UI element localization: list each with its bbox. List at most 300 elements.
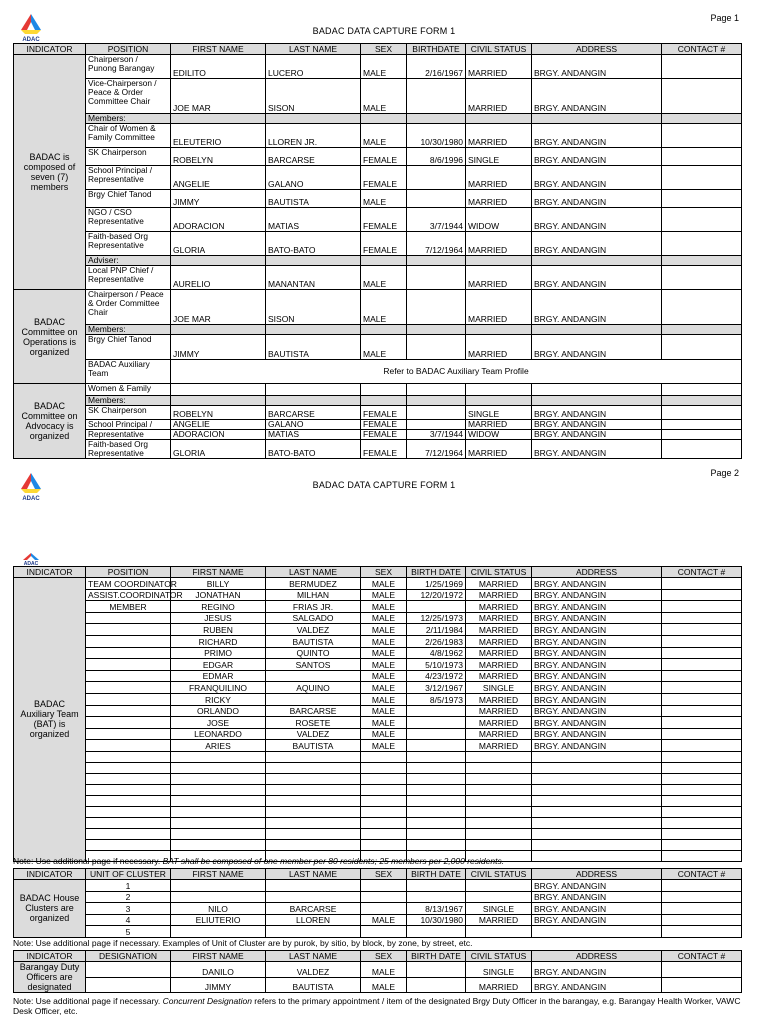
empty-cell [86, 795, 171, 806]
civil-cell: SINGLE [466, 406, 532, 420]
last-cell: BATO-BATO [266, 440, 361, 459]
position-cell [86, 717, 171, 729]
addr-cell: BRGY. ANDANGIN [532, 670, 662, 682]
sex-cell: MALE [361, 717, 407, 729]
badac-composition-table [13, 43, 742, 459]
column-header: LAST NAME [266, 44, 361, 55]
column-header: LAST NAME [266, 567, 361, 578]
empty-cell [662, 751, 742, 762]
position-cell [86, 705, 171, 717]
first-cell: GLORIA [171, 232, 266, 256]
empty-cell [266, 762, 361, 773]
contact-cell [662, 659, 742, 671]
civil-cell: MARRIED [466, 705, 532, 717]
indicator-cell: BADAC House Clusters are organized [14, 880, 86, 938]
contact-cell [662, 335, 742, 360]
table-row [14, 717, 742, 729]
empty-cell [407, 784, 466, 795]
duty-officers-table [13, 950, 742, 993]
empty-cell [86, 828, 171, 839]
first-cell: EDILITO [171, 55, 266, 79]
civil-cell: WIDOW [466, 430, 532, 440]
last-cell: SISON [266, 290, 361, 325]
first-cell: JOE MAR [171, 290, 266, 325]
sex-cell [361, 880, 407, 892]
addr-cell: BRGY. ANDANGIN [532, 612, 662, 624]
civil-cell: MARRIED [466, 124, 532, 148]
position-cell: SK Chairperson [86, 406, 171, 420]
empty-cell [466, 762, 532, 773]
table-row [14, 926, 742, 938]
bdate-cell [407, 705, 466, 717]
civil-cell: MARRIED [466, 647, 532, 659]
addr-cell: BRGY. ANDANGIN [532, 124, 662, 148]
contact-cell [662, 670, 742, 682]
bdate-cell [407, 880, 466, 892]
first-cell: ROBELYN [171, 148, 266, 166]
contact-cell [662, 578, 742, 590]
last-cell: BARCARSE [266, 148, 361, 166]
sex-cell: FEMALE [361, 430, 407, 440]
duty-note-text-2: refers to the primary appointment / item of the designated Brgy Duty Officer in the barangay, e.g. Barangay Health Worker, VAWC Desk Officer, etc. [13, 996, 741, 1016]
last-cell: SALGADO [266, 612, 361, 624]
last-cell: SISON [266, 79, 361, 114]
subheader-filler [266, 256, 361, 266]
empty-cell [532, 795, 662, 806]
empty-cell [266, 784, 361, 795]
last-cell: SANTOS [266, 659, 361, 671]
first-cell: RUBEN [171, 624, 266, 636]
empty-cell [532, 828, 662, 839]
table-row [14, 880, 742, 892]
contact-cell [662, 977, 742, 993]
first-cell: ADORACION [171, 208, 266, 232]
subheader-filler [532, 114, 662, 124]
bdate-cell [407, 166, 466, 190]
last-cell: BARCARSE [266, 406, 361, 420]
subheader-filler [532, 396, 662, 406]
table-row [14, 266, 742, 290]
table-row [14, 166, 742, 190]
table-row [14, 914, 742, 926]
last-cell [266, 670, 361, 682]
empty-cell [407, 762, 466, 773]
column-header: CIVIL STATUS [466, 951, 532, 962]
contact-cell [662, 914, 742, 926]
contact-cell [662, 601, 742, 613]
empty-cell [532, 839, 662, 850]
position-cell [86, 682, 171, 694]
civil-cell: MARRIED [466, 612, 532, 624]
column-header: SEX [361, 567, 407, 578]
table-row [14, 740, 742, 752]
empty-cell [171, 817, 266, 828]
addr-cell: BRGY. ANDANGIN [532, 335, 662, 360]
bdate-cell: 12/20/1972 [407, 589, 466, 601]
contact-cell [662, 124, 742, 148]
empty-cell [266, 828, 361, 839]
empty-cell [361, 828, 407, 839]
bdate-cell [407, 728, 466, 740]
bdate-cell [407, 891, 466, 903]
contact-cell [662, 693, 742, 705]
contact-cell [662, 962, 742, 978]
last-cell: BARCARSE [266, 705, 361, 717]
last-cell: AQUINO [266, 682, 361, 694]
contact-cell [662, 430, 742, 440]
addr-cell: BRGY. ANDANGIN [532, 635, 662, 647]
contact-cell [662, 208, 742, 232]
civil-cell: MARRIED [466, 624, 532, 636]
subheader-filler [662, 396, 742, 406]
first-cell: FRANQUILINO [171, 682, 266, 694]
empty-row [14, 751, 742, 762]
sex-cell: FEMALE [361, 420, 407, 430]
column-header: CIVIL STATUS [466, 44, 532, 55]
contact-cell [662, 891, 742, 903]
empty-cell [171, 795, 266, 806]
column-header: INDICATOR [14, 869, 86, 880]
empty-cell [662, 773, 742, 784]
position-cell: 5 [86, 926, 171, 938]
column-header: ADDRESS [532, 951, 662, 962]
empty-cell [266, 839, 361, 850]
column-header: FIRST NAME [171, 567, 266, 578]
contact-cell [662, 926, 742, 938]
subheader-label: Adviser: [86, 256, 171, 266]
table-row [14, 55, 742, 79]
bdate-cell: 7/12/1964 [407, 232, 466, 256]
subheader-filler [532, 256, 662, 266]
subheader-row [14, 114, 742, 124]
subheader-row [14, 256, 742, 266]
empty-cell [466, 817, 532, 828]
bdate-cell: 3/7/1944 [407, 208, 466, 232]
table-row [14, 659, 742, 671]
sex-cell: MALE [361, 659, 407, 671]
civil-cell: SINGLE [466, 903, 532, 915]
subheader-filler [466, 114, 532, 124]
subheader-label: Members: [86, 325, 171, 335]
adac-logo-small [17, 552, 45, 566]
bdate-cell: 12/25/1973 [407, 612, 466, 624]
table-row [14, 635, 742, 647]
table-row [14, 891, 742, 903]
bdate-cell [407, 977, 466, 993]
first-cell: ORLANDO [171, 705, 266, 717]
civil-cell [466, 926, 532, 938]
addr-cell: BRGY. ANDANGIN [532, 740, 662, 752]
empty-cell [532, 817, 662, 828]
sex-cell: FEMALE [361, 148, 407, 166]
subheader-filler [407, 256, 466, 266]
first-cell: JONATHAN [171, 589, 266, 601]
sex-cell: MALE [361, 190, 407, 208]
first-cell: JOSE [171, 717, 266, 729]
first-cell: ADORACION [171, 430, 266, 440]
addr-cell: BRGY. ANDANGIN [532, 682, 662, 694]
addr-cell: BRGY. ANDANGIN [532, 880, 662, 892]
table-row [14, 79, 742, 114]
last-cell [266, 880, 361, 892]
empty-cell [662, 806, 742, 817]
first-cell: RICHARD [171, 635, 266, 647]
bdate-cell [407, 335, 466, 360]
table-row [14, 601, 742, 613]
empty-cell [662, 784, 742, 795]
position-cell: Brgy Chief Tanod [86, 190, 171, 208]
empty-row [14, 817, 742, 828]
civil-cell: MARRIED [466, 601, 532, 613]
column-header: POSITION [86, 44, 171, 55]
empty-row [14, 773, 742, 784]
bdate-cell [407, 717, 466, 729]
first-cell: JIMMY [171, 190, 266, 208]
first-cell: JIMMY [171, 335, 266, 360]
first-cell: ROBELYN [171, 406, 266, 420]
position-cell: Vice-Chairperson / Peace & Order Committee Chair [86, 79, 171, 114]
empty-cell [86, 751, 171, 762]
civil-cell: MARRIED [466, 728, 532, 740]
sex-cell: MALE [361, 79, 407, 114]
sex-cell: MALE [361, 290, 407, 325]
header-row [14, 44, 742, 55]
column-header: UNIT OF CLUSTER [86, 869, 171, 880]
duty-note-italic: Concurrent Designation [162, 996, 252, 1006]
civil-cell: MARRIED [466, 578, 532, 590]
contact-cell [662, 406, 742, 420]
bdate-cell: 8/5/1973 [407, 693, 466, 705]
first-cell: ANGELIE [171, 166, 266, 190]
duty-note [13, 996, 748, 1016]
subheader-label: Members: [86, 396, 171, 406]
table-row [14, 335, 742, 360]
addr-cell: BRGY. ANDANGIN [532, 962, 662, 978]
first-cell: BILLY [171, 578, 266, 590]
sex-cell: FEMALE [361, 440, 407, 459]
addr-cell: BRGY. ANDANGIN [532, 430, 662, 440]
table-row [14, 647, 742, 659]
header-row [14, 869, 742, 880]
bdate-cell [407, 406, 466, 420]
column-header: SEX [361, 44, 407, 55]
contact-cell [662, 79, 742, 114]
sex-cell: MALE [361, 266, 407, 290]
addr-cell: BRGY. ANDANGIN [532, 891, 662, 903]
position-cell: Chair of Women & Family Committee [86, 124, 171, 148]
first-cell [171, 891, 266, 903]
addr-cell: BRGY. ANDANGIN [532, 705, 662, 717]
position-cell [86, 693, 171, 705]
addr-cell: BRGY. ANDANGIN [532, 601, 662, 613]
last-cell: FRIAS JR. [266, 601, 361, 613]
contact-cell [662, 624, 742, 636]
bdate-cell: 4/23/1972 [407, 670, 466, 682]
empty-cell [171, 784, 266, 795]
column-header: CIVIL STATUS [466, 869, 532, 880]
first-cell: PRIMO [171, 647, 266, 659]
empty-cell [361, 784, 407, 795]
addr-cell: BRGY. ANDANGIN [532, 290, 662, 325]
table-row [14, 624, 742, 636]
last-cell: LLOREN JR. [266, 124, 361, 148]
bdate-cell: 4/8/1962 [407, 647, 466, 659]
table-row [14, 670, 742, 682]
subheader-filler [532, 325, 662, 335]
civil-cell: MARRIED [466, 717, 532, 729]
civil-cell: SINGLE [466, 962, 532, 978]
first-cell: REGINO [171, 601, 266, 613]
column-header: CONTACT # [662, 869, 742, 880]
sex-cell: MALE [361, 740, 407, 752]
last-cell: LLOREN [266, 914, 361, 926]
position-cell: 1 [86, 880, 171, 892]
addr-cell: BRGY. ANDANGIN [532, 578, 662, 590]
bdate-cell [407, 601, 466, 613]
empty-row [14, 762, 742, 773]
civil-cell [466, 384, 532, 396]
empty-cell [407, 795, 466, 806]
empty-cell [407, 773, 466, 784]
subheader-filler [466, 396, 532, 406]
empty-cell [86, 784, 171, 795]
civil-cell: MARRIED [466, 166, 532, 190]
sex-cell: MALE [361, 635, 407, 647]
civil-cell [466, 891, 532, 903]
table-row [14, 420, 742, 430]
contact-cell [662, 266, 742, 290]
first-cell: NILO [171, 903, 266, 915]
last-cell [266, 693, 361, 705]
position-cell: 3 [86, 903, 171, 915]
addr-cell [532, 384, 662, 396]
contact-cell [662, 740, 742, 752]
civil-cell: MARRIED [466, 79, 532, 114]
contact-cell [662, 728, 742, 740]
column-header: CONTACT # [662, 44, 742, 55]
last-cell: MANANTAN [266, 266, 361, 290]
column-header: CIVIL STATUS [466, 567, 532, 578]
subheader-filler [662, 325, 742, 335]
bdate-cell: 7/12/1964 [407, 440, 466, 459]
first-cell: ELIUTERIO [171, 914, 266, 926]
column-header: CONTACT # [662, 951, 742, 962]
civil-cell: MARRIED [466, 335, 532, 360]
page-number: Page 1 [710, 13, 739, 23]
subheader-filler [361, 325, 407, 335]
subheader-filler [361, 114, 407, 124]
table-row [14, 705, 742, 717]
column-header: LAST NAME [266, 951, 361, 962]
logo-blue-segment [31, 553, 39, 560]
civil-cell: MARRIED [466, 670, 532, 682]
empty-cell [466, 806, 532, 817]
last-cell: BAUTISTA [266, 977, 361, 993]
civil-cell: MARRIED [466, 290, 532, 325]
last-cell: GALANO [266, 420, 361, 430]
position-cell: School Principal / [86, 420, 171, 430]
table-row [14, 208, 742, 232]
last-cell: BAUTISTA [266, 635, 361, 647]
column-header: CONTACT # [662, 567, 742, 578]
bdate-cell: 8/6/1996 [407, 148, 466, 166]
sex-cell [361, 903, 407, 915]
empty-cell [466, 839, 532, 850]
table-row [14, 124, 742, 148]
addr-cell: BRGY. ANDANGIN [532, 914, 662, 926]
empty-cell [361, 751, 407, 762]
addr-cell: BRGY. ANDANGIN [532, 232, 662, 256]
position-cell [86, 740, 171, 752]
table-row [14, 612, 742, 624]
bat-note-text: Note: Use additional page if necessary. [13, 856, 163, 866]
addr-cell: BRGY. ANDANGIN [532, 728, 662, 740]
empty-cell [466, 795, 532, 806]
page-number: Page 2 [710, 468, 739, 478]
bdate-cell [407, 926, 466, 938]
position-cell: 4 [86, 914, 171, 926]
logo-text: ADAC [22, 496, 40, 502]
bat-note [13, 856, 748, 866]
subheader-filler [407, 396, 466, 406]
civil-cell: SINGLE [466, 682, 532, 694]
empty-cell [532, 806, 662, 817]
first-cell: EDGAR [171, 659, 266, 671]
empty-cell [466, 751, 532, 762]
first-cell: ANGELIE [171, 420, 266, 430]
civil-cell: MARRIED [466, 914, 532, 926]
contact-cell [662, 612, 742, 624]
indicator-cell: Barangay Duty Officers are designated [14, 962, 86, 993]
addr-cell: BRGY. ANDANGIN [532, 190, 662, 208]
subheader-filler [466, 256, 532, 266]
house-clusters-table [13, 868, 742, 938]
empty-cell [407, 839, 466, 850]
civil-cell: MARRIED [466, 190, 532, 208]
last-cell: BATO-BATO [266, 232, 361, 256]
last-cell: QUINTO [266, 647, 361, 659]
empty-row [14, 828, 742, 839]
sex-cell: MALE [361, 682, 407, 694]
empty-cell [86, 839, 171, 850]
bdate-cell: 2/16/1967 [407, 55, 466, 79]
sex-cell: MALE [361, 693, 407, 705]
civil-cell: MARRIED [466, 740, 532, 752]
column-header: ADDRESS [532, 869, 662, 880]
column-header: SEX [361, 951, 407, 962]
header-row [14, 951, 742, 962]
empty-cell [171, 751, 266, 762]
bdate-cell [407, 740, 466, 752]
civil-cell: MARRIED [466, 232, 532, 256]
bat-note-italic: BAT shall be composed of one member per 80 residents; 25 members per 2,000 residents. [162, 856, 505, 866]
addr-cell: BRGY. ANDANGIN [532, 717, 662, 729]
empty-cell [407, 806, 466, 817]
sex-cell: MALE [361, 705, 407, 717]
position-cell: SK Chairperson [86, 148, 171, 166]
last-cell: BARCARSE [266, 903, 361, 915]
sex-cell: FEMALE [361, 166, 407, 190]
last-cell: ROSETE [266, 717, 361, 729]
addr-cell: BRGY. ANDANGIN [532, 208, 662, 232]
addr-cell: BRGY. ANDANGIN [532, 166, 662, 190]
subheader-filler [407, 114, 466, 124]
civil-cell: MARRIED [466, 440, 532, 459]
empty-cell [171, 828, 266, 839]
last-cell: LUCERO [266, 55, 361, 79]
indicator-cell: BADAC Committee on Advocacy is organized [14, 384, 86, 459]
civil-cell: SINGLE [466, 148, 532, 166]
